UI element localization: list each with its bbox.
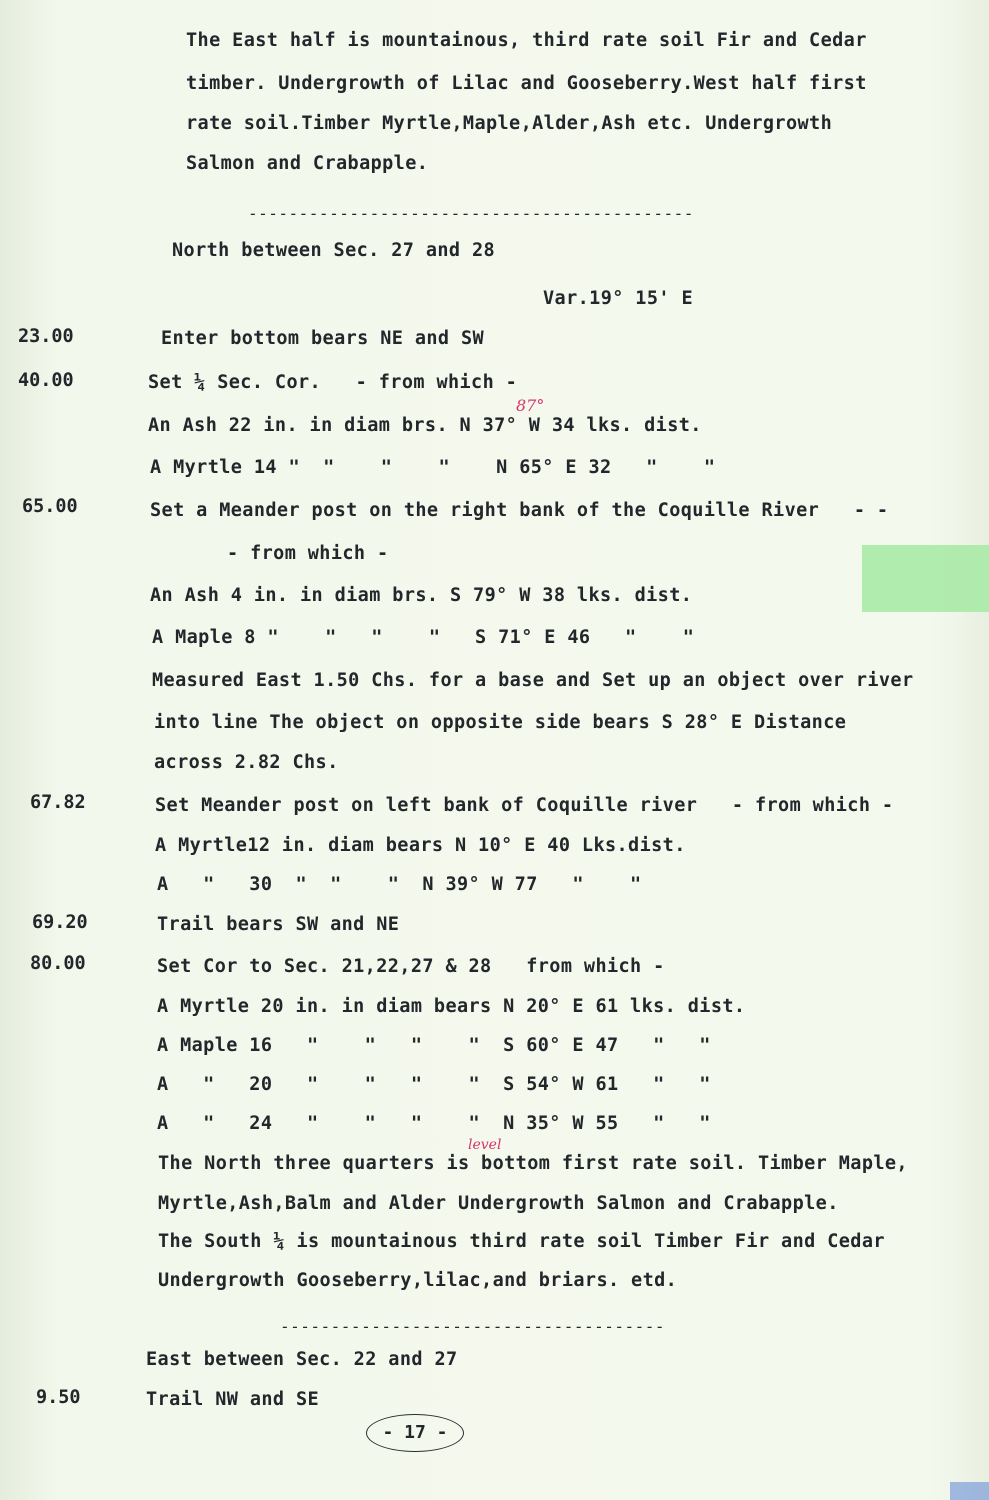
variation-note: Var.19° 15' E — [543, 288, 693, 309]
distance-label: 40.00 — [18, 370, 74, 391]
entry-text: Enter bottom bears NE and SW — [161, 328, 485, 349]
text-line: rate soil.Timber Myrtle,Maple,Alder,Ash etc. Undergrowth — [186, 113, 833, 134]
text-line: The East half is mountainous, third rate soil Fir and Cedar — [186, 30, 867, 51]
distance-label: 23.00 — [18, 326, 74, 347]
entry-text: Measured East 1.50 Chs. for a base and Set up an object over river — [152, 670, 914, 691]
entry-text: Trail bears SW and NE — [157, 914, 400, 935]
scan-edge-mark — [950, 1482, 989, 1500]
section-heading: East between Sec. 22 and 27 — [146, 1349, 458, 1370]
entry-text: A Myrtle 20 in. in diam bears N 20° E 61 lks. dist. — [157, 996, 746, 1017]
entry-text: into line The object on opposite side bears S 28° E Distance — [154, 712, 847, 733]
entry-text: across 2.82 Chs. — [154, 752, 339, 773]
handwritten-correction: 87° — [516, 396, 545, 415]
entry-text: - from which - — [227, 543, 389, 564]
page-number: - 17 - — [366, 1414, 464, 1452]
entry-text: A " 24 " " " " N 35° W 55 " " — [157, 1113, 711, 1134]
entry-text: Set Meander post on left bank of Coquille river - from which - — [155, 795, 894, 816]
section-heading: North between Sec. 27 and 28 — [172, 240, 496, 261]
entry-text: A Myrtle 14 " " " " N 65° E 32 " " — [150, 457, 716, 478]
distance-label: 69.20 — [32, 912, 88, 933]
entry-text: A Maple 8 " " " " S 71° E 46 " " — [152, 627, 695, 648]
text-line: timber. Undergrowth of Lilac and Gooseberry.West half first — [186, 73, 867, 94]
separator-line: -------------------------------------------- — [248, 204, 694, 223]
entry-text: The South ¼ is mountainous third rate soil Timber Fir and Cedar — [158, 1231, 885, 1252]
entry-text: An Ash 22 in. in diam brs. N 37° W 34 lks. dist. — [148, 415, 702, 436]
separator-line: -------------------------------------- — [280, 1317, 666, 1336]
entry-text: Set ¼ Sec. Cor. - from which - — [148, 372, 518, 393]
green-tab-marker — [862, 545, 989, 612]
entry-text: An Ash 4 in. in diam brs. S 79° W 38 lks. dist. — [150, 585, 693, 606]
distance-label: 80.00 — [30, 953, 86, 974]
entry-text: Trail NW and SE — [146, 1389, 320, 1410]
distance-label: 9.50 — [36, 1387, 81, 1408]
entry-text: Set a Meander post on the right bank of the Coquille River - - — [150, 500, 889, 521]
entry-text: Set Cor to Sec. 21,22,27 & 28 from which - — [157, 956, 665, 977]
handwritten-correction: level — [468, 1137, 502, 1153]
entry-text: The North three quarters is bottom first rate soil. Timber Maple, — [158, 1153, 908, 1174]
entry-text: Undergrowth Gooseberry,lilac,and briars. etd. — [158, 1270, 678, 1291]
entry-text: A Myrtle12 in. diam bears N 10° E 40 Lks.dist. — [155, 835, 686, 856]
entry-text: A " 30 " " " N 39° W 77 " " — [157, 874, 642, 895]
entry-text: A Maple 16 " " " " S 60° E 47 " " — [157, 1035, 711, 1056]
distance-label: 67.82 — [30, 792, 86, 813]
text-line: Salmon and Crabapple. — [186, 153, 429, 174]
entry-text: A " 20 " " " " S 54° W 61 " " — [157, 1074, 711, 1095]
distance-label: 65.00 — [22, 496, 78, 517]
entry-text: Myrtle,Ash,Balm and Alder Undergrowth Salmon and Crabapple. — [158, 1193, 839, 1214]
